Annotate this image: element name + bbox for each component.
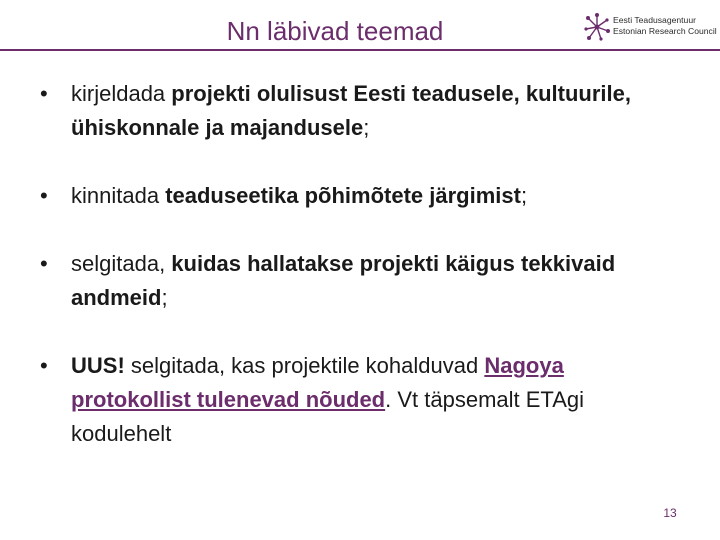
text-bold: teaduseetika põhimõtete järgimist xyxy=(165,183,521,208)
text-normal: selgitada, kas projektile kohalduvad xyxy=(124,353,485,378)
text-normal: kirjeldada xyxy=(71,81,172,106)
text-bold: projekti olulisust Eesti teadusele, kultuurile, ühiskonnale ja majandusele xyxy=(71,81,631,140)
ornate-star-icon xyxy=(583,12,611,42)
bullet-text xyxy=(71,353,584,446)
etag-logo xyxy=(583,12,717,42)
nagoya-protocol-link[interactable]: Nagoya protokollist tulenevad nõuded xyxy=(71,353,564,412)
text-bold: kuidas hallatakse projekti käigus tekkivaid andmeid xyxy=(71,251,616,310)
text-bold: UUS! xyxy=(71,353,125,378)
slide-title: Nn läbivad teemad xyxy=(226,16,444,46)
bullet-item xyxy=(40,349,680,451)
bullet-item xyxy=(40,179,680,213)
bullet-item xyxy=(40,77,680,145)
text-normal: ; xyxy=(161,285,168,310)
text-normal: kinnitada xyxy=(71,183,166,208)
bullet-text xyxy=(71,183,527,208)
bullet-marker: • xyxy=(40,81,48,106)
logo-line-estonian: Eesti Teadusagentuur xyxy=(613,15,696,25)
logo-text xyxy=(613,15,717,37)
logo-line-english: Estonian Research Council xyxy=(613,26,717,36)
text-normal: . Vt täpsemalt ETAgi kodulehelt xyxy=(71,387,585,446)
bullet-list xyxy=(40,77,680,485)
bullet-text xyxy=(71,251,615,310)
text-normal: ; xyxy=(520,183,528,208)
text-normal: selgitada, xyxy=(71,251,172,276)
bullet-text xyxy=(71,81,631,140)
bullet-marker: • xyxy=(40,353,48,378)
title-underline xyxy=(0,49,720,51)
page-number: 13 xyxy=(663,506,677,520)
text-normal: ; xyxy=(363,115,370,140)
bullet-item xyxy=(40,247,680,315)
bullet-marker: • xyxy=(40,251,48,276)
bullet-marker: • xyxy=(40,183,48,208)
